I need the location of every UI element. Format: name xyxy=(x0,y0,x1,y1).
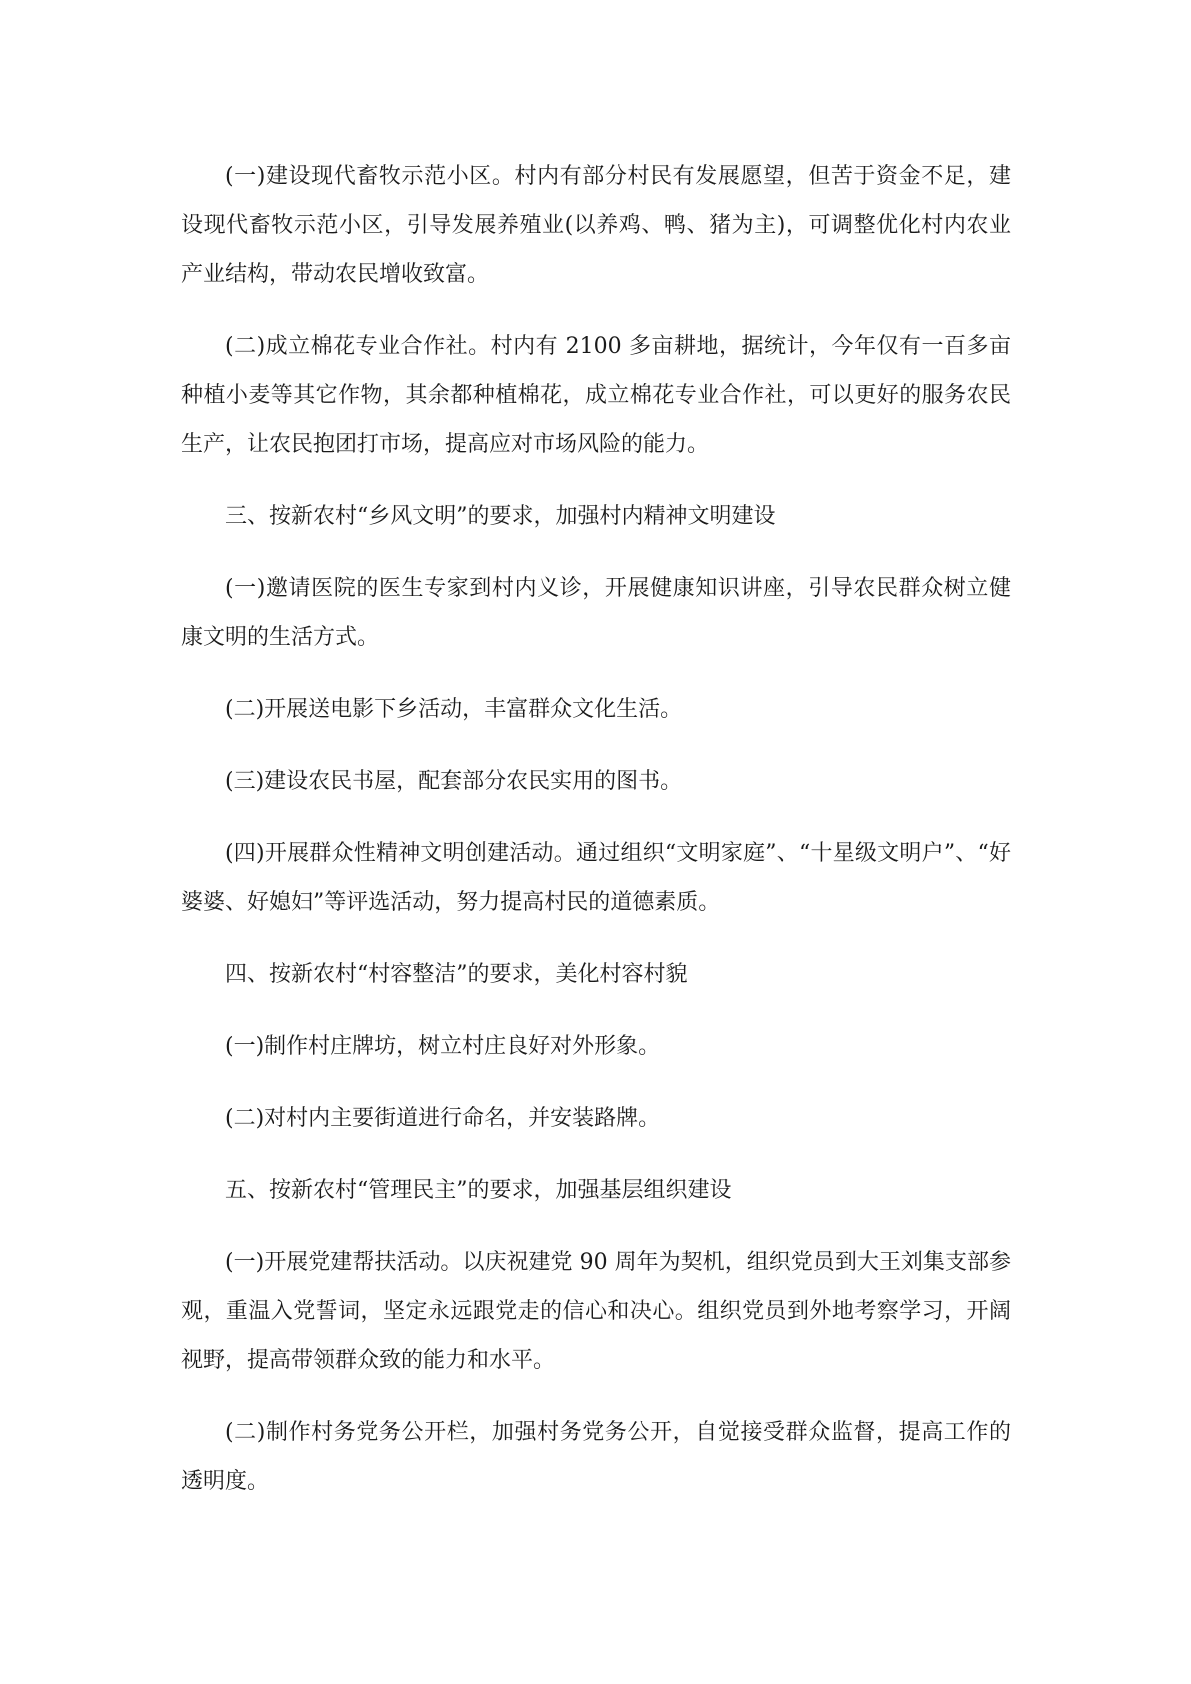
para-cotton-cooperative: (二)成立棉花专业合作社。村内有 2100 多亩耕地，据统计，今年仅有一百多亩种植小麦等其它作物，其余都种植棉花，成立棉花专业合作社，可以更好的服务农民生产，让农民抱团打市场，提高应对市场风险的能力。 xyxy=(181,334,1011,457)
para-livestock-demo-zone: (一)建设现代畜牧示范小区。村内有部分村民有发展愿望，但苦于资金不足，建设现代畜牧示范小区，引导发展养殖业(以养鸡、鸭、猪为主)，可调整优化村内农业产业结构，带动农民增收致富。 xyxy=(181,164,1011,287)
para-party-building: (一)开展党建帮扶活动。以庆祝建党 90 周年为契机，组织党员到大王刘集支部参观，重温入党誓词，坚定永远跟党走的信心和决心。组织党员到外地考察学习，开阔视野，提高带领群众致的能力和水平。 xyxy=(181,1250,1011,1373)
section-heading-4: 四、按新农村“村容整洁”的要求，美化村容村貌 xyxy=(225,962,688,987)
para-bookhouse: (三)建设农民书屋，配套部分农民实用的图书。 xyxy=(225,769,683,794)
para-street-naming: (二)对村内主要街道进行命名，并安装路牌。 xyxy=(225,1106,661,1131)
para-movies: (二)开展送电影下乡活动，丰富群众文化生活。 xyxy=(225,697,683,722)
document-body xyxy=(181,152,1011,1529)
section-heading-3: 三、按新农村“乡风文明”的要求，加强村内精神文明建设 xyxy=(225,504,776,529)
para-civilization-activities: (四)开展群众性精神文明创建活动。通过组织“文明家庭”、“十星级文明户”、“好婆婆、好媳妇”等评选活动，努力提高村民的道德素质。 xyxy=(181,841,1011,915)
para-free-clinic: (一)邀请医院的医生专家到村内义诊，开展健康知识讲座，引导农民群众树立健康文明的生活方式。 xyxy=(181,576,1011,650)
para-public-notice-board: (二)制作村务党务公开栏，加强村务党务公开，自觉接受群众监督，提高工作的透明度。 xyxy=(181,1420,1011,1494)
section-heading-5: 五、按新农村“管理民主”的要求，加强基层组织建设 xyxy=(225,1178,732,1203)
para-archway: (一)制作村庄牌坊，树立村庄良好对外形象。 xyxy=(225,1034,661,1059)
